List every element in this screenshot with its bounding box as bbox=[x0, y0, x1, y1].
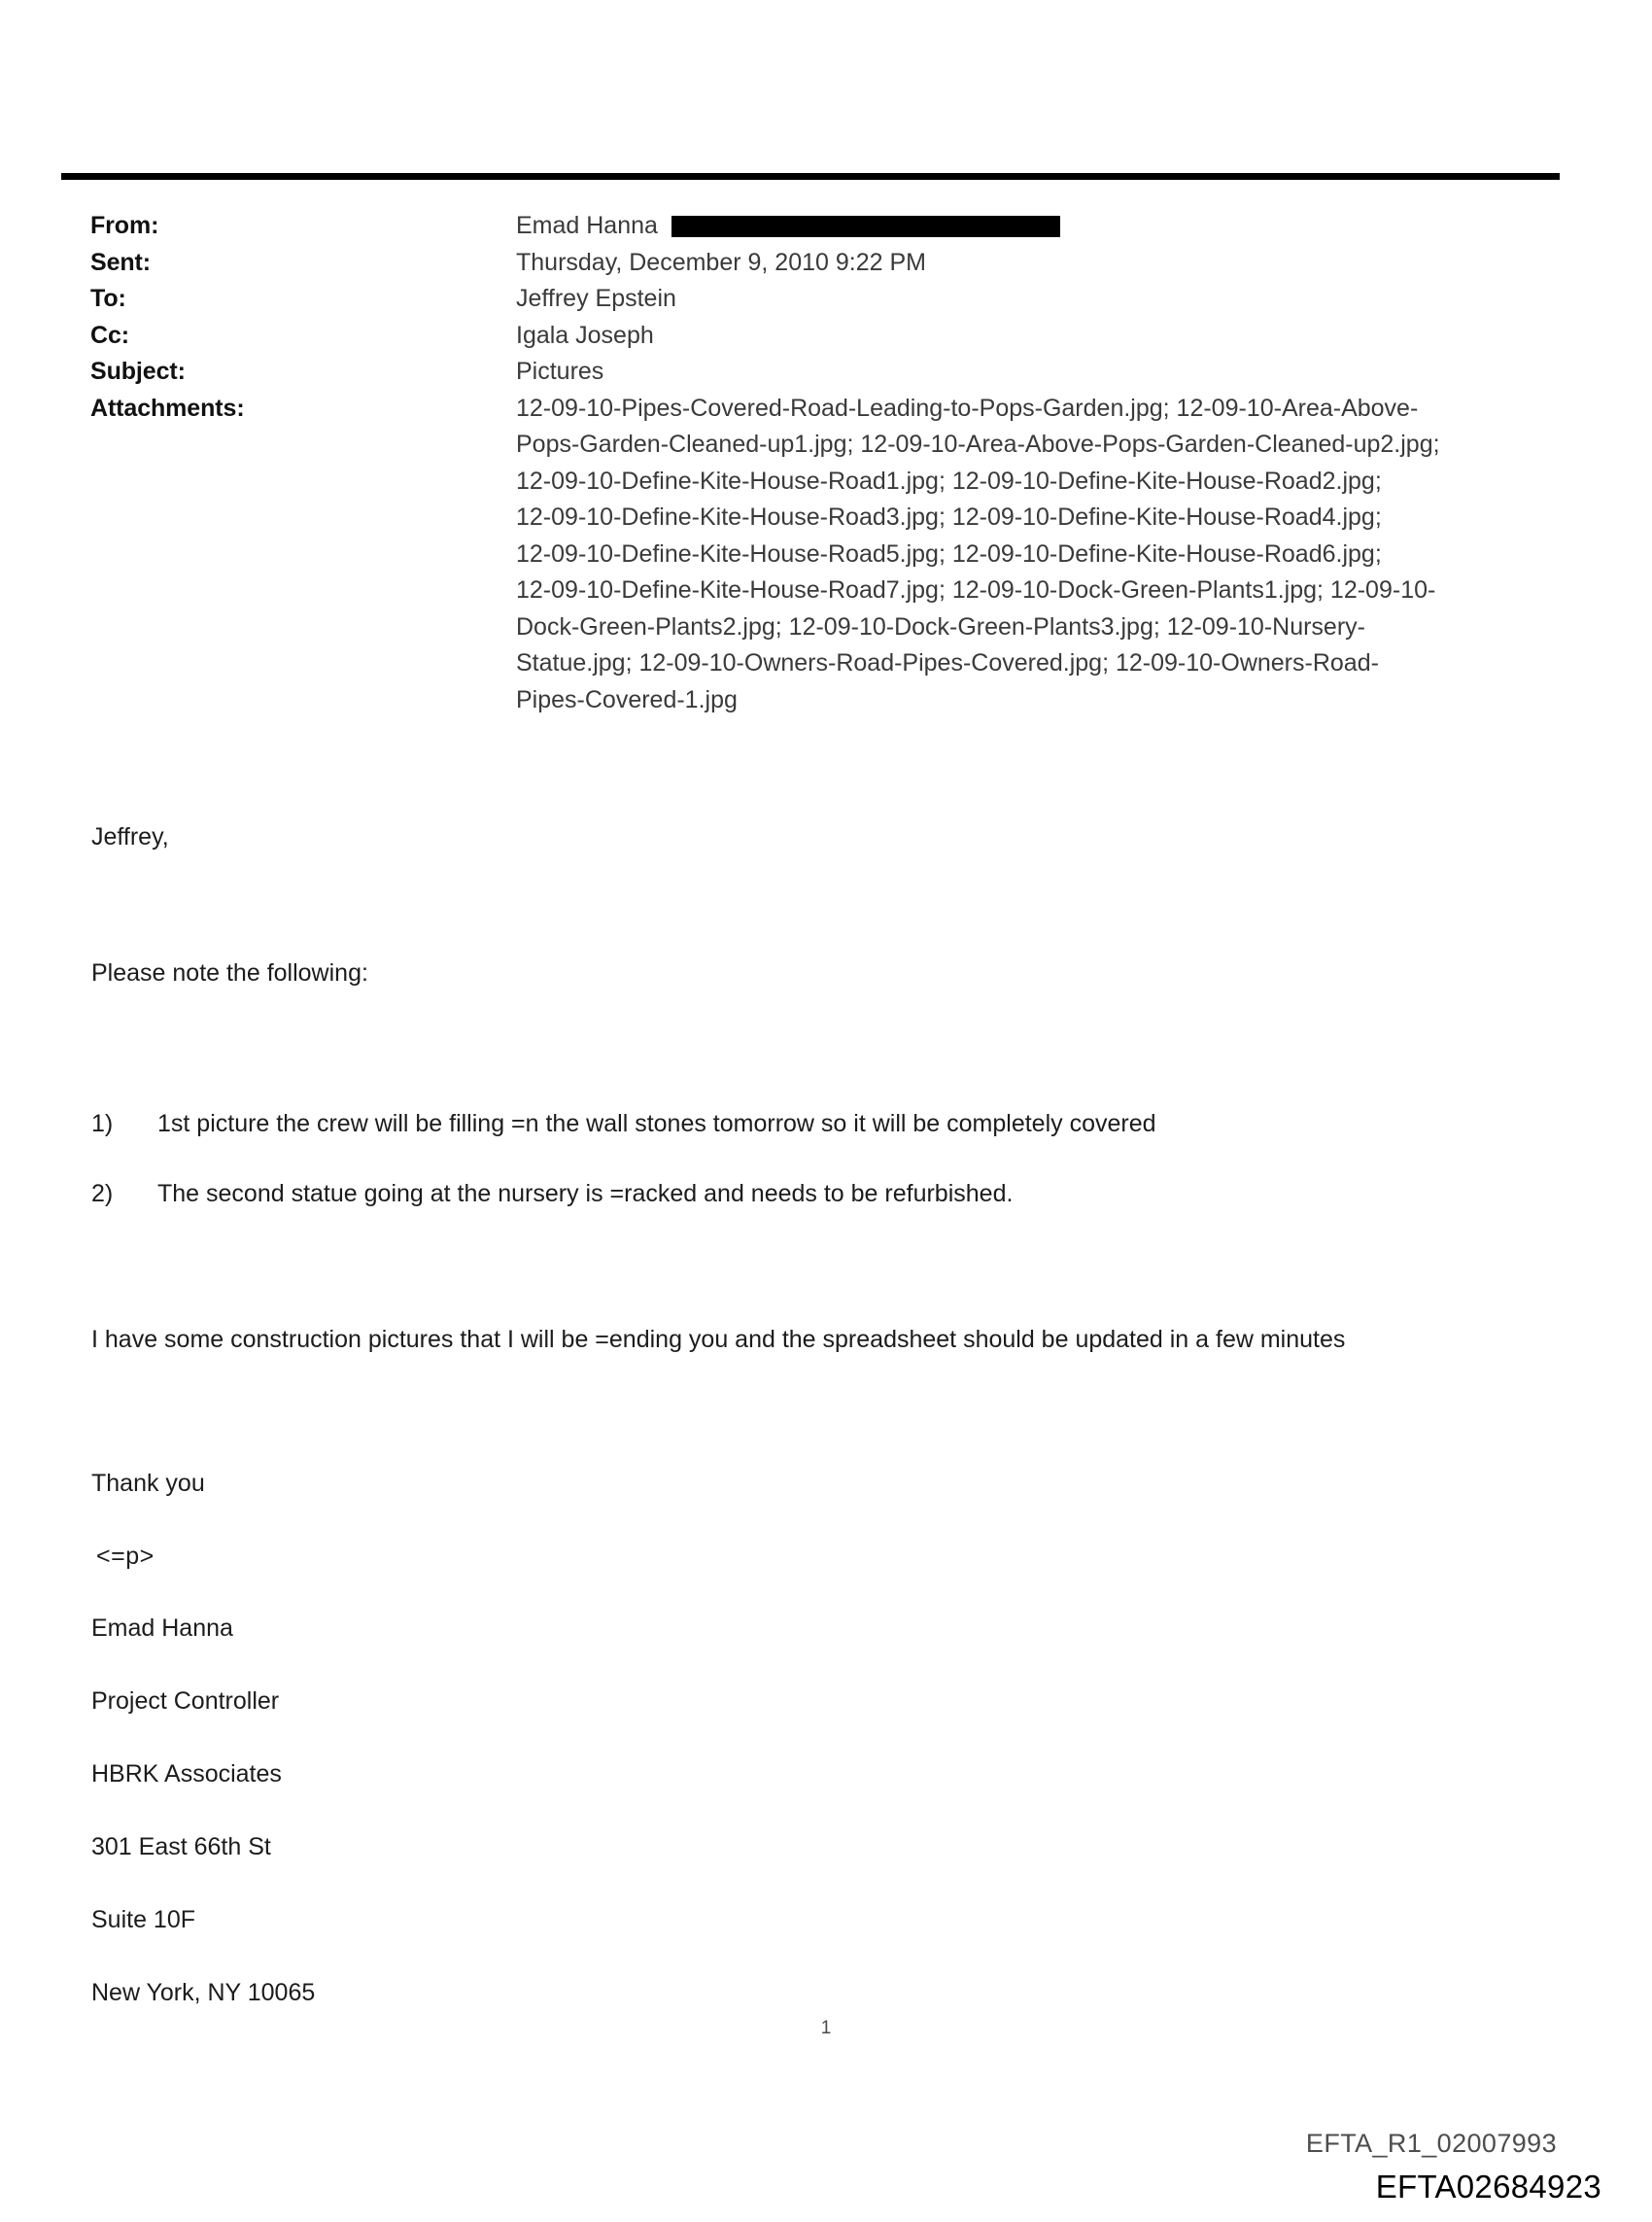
header-label-subject: Subject: bbox=[90, 358, 186, 385]
bates-stamp-top: EFTA_R1_02007993 bbox=[1305, 2129, 1557, 2158]
header-row-sent bbox=[90, 245, 1567, 282]
signature-title: Project Controller bbox=[91, 1687, 280, 1715]
redaction-bar bbox=[671, 216, 1060, 237]
signature-company: HBRK Associates bbox=[91, 1760, 282, 1788]
body-paragraph: I have some construction pictures that I will be =ending you and the spreadsheet should be updated in a few minutes bbox=[91, 1326, 1346, 1353]
header-value-subject: Pictures bbox=[516, 358, 604, 385]
attachment-line: Pipes-Covered-1.jpg bbox=[516, 685, 738, 713]
attachment-line: Dock-Green-Plants2.jpg; 12-09-10-Dock-Green-Plants3.jpg; 12-09-10-Nursery- bbox=[516, 612, 1365, 641]
header-row-subject bbox=[90, 354, 1567, 391]
header-row-from bbox=[90, 208, 1567, 245]
header-value-cc: Igala Joseph bbox=[516, 321, 654, 349]
signature-address-street: 301 East 66th St bbox=[91, 1833, 271, 1860]
list-item bbox=[91, 1178, 1013, 1209]
signature-html-artifact: <=p> bbox=[96, 1543, 155, 1570]
attachment-line: 12-09-10-Define-Kite-House-Road7.jpg; 12-09-10-Dock-Green-Plants1.jpg; 12-09-10- bbox=[516, 576, 1436, 604]
page-number: 1 bbox=[820, 2018, 832, 2038]
signature-address-suite: Suite 10F bbox=[91, 1906, 196, 1933]
header-label-cc: Cc: bbox=[90, 321, 129, 349]
header-row-cc bbox=[90, 318, 1567, 355]
list-item-text: 1st picture the crew will be filling =n the wall stones tomorrow so it will be completely covered bbox=[157, 1110, 1156, 1137]
header-value-to: Jeffrey Epstein bbox=[516, 285, 676, 312]
from-sender-name: Emad Hanna bbox=[516, 212, 658, 239]
header-label-attachments: Attachments: bbox=[90, 394, 245, 422]
body-intro: Please note the following: bbox=[91, 959, 368, 987]
signature-address-city: New York, NY 10065 bbox=[91, 1979, 316, 2006]
attachment-line: 12-09-10-Pipes-Covered-Road-Leading-to-Pops-Garden.jpg; 12-09-10-Area-Above- bbox=[516, 394, 1419, 422]
header-label-sent: Sent: bbox=[90, 248, 152, 276]
header-label-from: From: bbox=[90, 212, 159, 239]
signature-name: Emad Hanna bbox=[91, 1614, 233, 1642]
signature-closing: Thank you bbox=[91, 1470, 205, 1497]
list-item-number: 1) bbox=[91, 1110, 114, 1137]
list-item bbox=[91, 1108, 1156, 1139]
attachment-line: Pops-Garden-Cleaned-up1.jpg; 12-09-10-Area-Above-Pops-Garden-Cleaned-up2.jpg; bbox=[516, 431, 1440, 458]
attachment-line: 12-09-10-Define-Kite-House-Road3.jpg; 12-09-10-Define-Kite-House-Road4.jpg; bbox=[516, 503, 1382, 531]
list-item-number: 2) bbox=[91, 1180, 114, 1207]
email-header bbox=[90, 208, 1567, 718]
attachment-line: 12-09-10-Define-Kite-House-Road5.jpg; 12-09-10-Define-Kite-House-Road6.jpg; bbox=[516, 539, 1382, 568]
attachment-line: Statue.jpg; 12-09-10-Owners-Road-Pipes-Covered.jpg; 12-09-10-Owners-Road- bbox=[516, 649, 1379, 677]
header-label-to: To: bbox=[90, 285, 126, 312]
header-value-attachments bbox=[516, 391, 1567, 719]
bates-stamp-bottom: EFTA02684923 bbox=[1375, 2169, 1601, 2205]
attachment-line: 12-09-10-Define-Kite-House-Road1.jpg; 12-09-10-Define-Kite-House-Road2.jpg; bbox=[516, 467, 1382, 495]
header-row-to bbox=[90, 281, 1567, 318]
body-salutation: Jeffrey, bbox=[91, 823, 169, 851]
list-item-text: The second statue going at the nursery is =racked and needs to be refurbished. bbox=[157, 1180, 1014, 1207]
header-row-attachments bbox=[90, 391, 1567, 719]
header-value-from bbox=[516, 208, 1567, 245]
header-value-sent: Thursday, December 9, 2010 9:22 PM bbox=[516, 248, 926, 276]
header-divider-rule bbox=[61, 173, 1560, 180]
